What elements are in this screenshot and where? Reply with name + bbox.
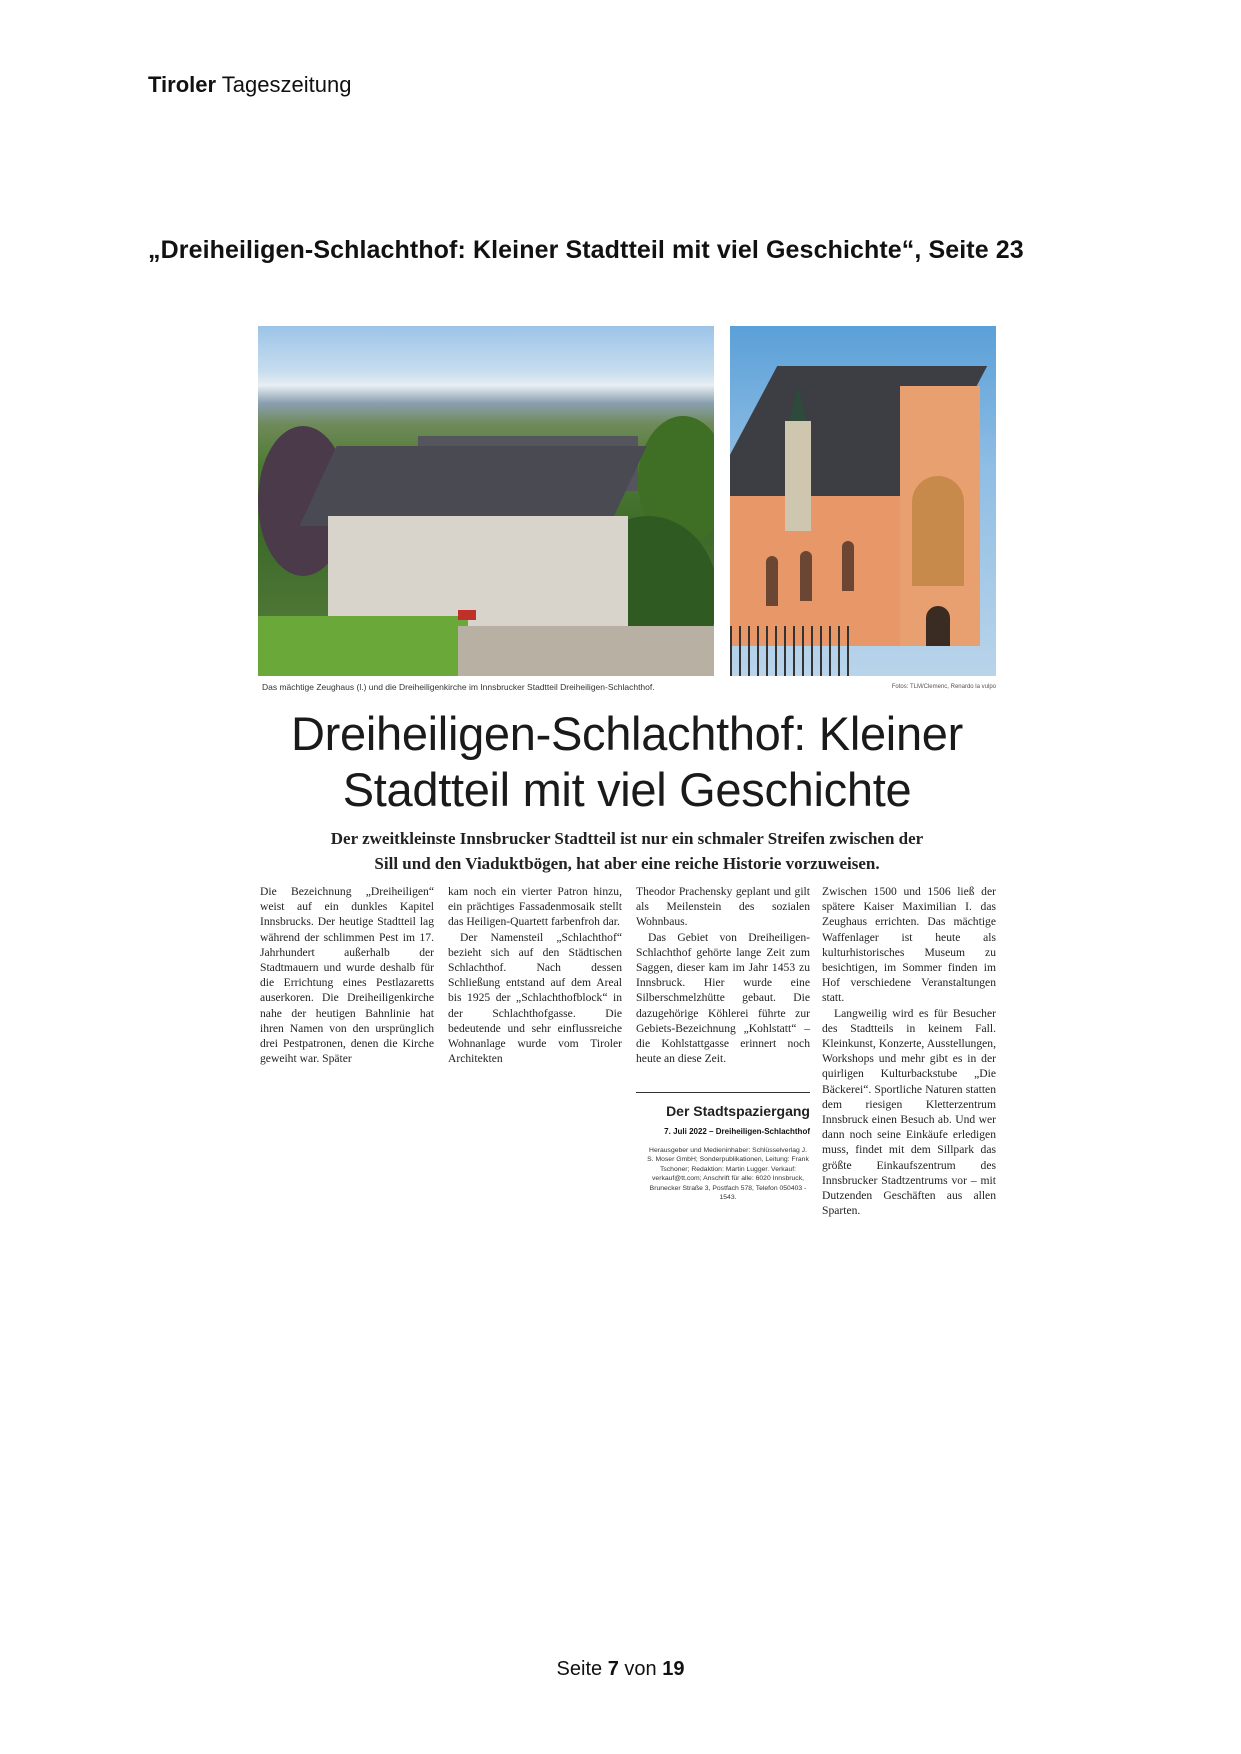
footer-prefix: Seite bbox=[556, 1658, 603, 1680]
path-shape bbox=[458, 626, 714, 676]
zeughaus-photo bbox=[258, 326, 714, 676]
article-headline bbox=[258, 706, 996, 818]
paragraph: Das Gebiet von Dreiheiligen-Schlachthof gehörte lange Zeit zum Saggen, dieser kam im Jahr 1453 zu Innsbruck. Hier wurde eine Silberschmelzhütte gebaut. Die dazugehörige Köhlerei führte zur Gebiets-Bezeichnung „Kohlstatt“ – die Kohlstattgasse erinnert noch heute an diese Zeit. bbox=[636, 930, 810, 1066]
church-window-shape bbox=[800, 551, 812, 601]
paragraph: Theodor Prachensky geplant und gilt als Meilenstein des sozialen Wohnbaus. bbox=[636, 885, 810, 929]
imprint-date: 7. Juli 2022 – Dreiheiligen-Schlachthof bbox=[664, 1127, 810, 1136]
sign-shape bbox=[458, 610, 476, 620]
photo-row bbox=[258, 326, 996, 676]
imprint-text: Herausgeber und Medieninhaber: Schlüsselverlag J. S. Moser GmbH; Sonderpublikationen, Leitung: Frank Tschoner; Redaktion: Martin Lugger. Verkauf: verkauf@tt.com; Anschrift für alle: 6020 Innsbruck, Brunecker Straße 3, Postfach 578, Telefon 050403 - 1543. bbox=[647, 1147, 809, 1202]
imprint-title: Der Stadtspaziergang bbox=[666, 1103, 810, 1119]
caption-row bbox=[258, 680, 996, 700]
text-column bbox=[636, 884, 810, 1066]
paragraph: Die Bezeichnung „Dreiheiligen“ weist auf ein dunkles Kapitel Innsbrucks. Der heutige Stadtteil lag während der schlimmen Pest im 17. Jahrhundert außerhalb der Stadtmauern und wurde deshalb für die Errichtung eines Pestlazaretts auserkoren. Die Dreiheiligenkirche nahe der heutigen Bahnlinie hat ihren Namen von den ursprünglich drei Pestpatronen, denen die Kirche geweiht war. Später bbox=[260, 885, 434, 1066]
text-column bbox=[822, 884, 996, 1218]
subhead-line: Sill und den Viaduktbögen, hat aber eine reiche Historie vorzuweisen. bbox=[374, 854, 880, 873]
footer-page-total: 19 bbox=[662, 1658, 685, 1680]
church-spire-shape bbox=[788, 386, 808, 426]
lawn-shape bbox=[258, 616, 468, 676]
subhead-line: Der zweitkleinste Innsbrucker Stadtteil ist nur ein schmaler Streifen zwischen der bbox=[330, 829, 924, 848]
brand-bold: Tiroler bbox=[148, 72, 217, 97]
paragraph: Der Namensteil „Schlachthof“ bezieht sich auf den Städtischen Schlachthof. Nach dessen Schließung entstand auf dem Areal bis 1925 der „Schlachthofblock“ in der Schlachthofgasse. Die bedeutende und sehr einflussreiche Wohnanlage wurde vom Tiroler Architekten bbox=[448, 930, 622, 1066]
newspaper-clipping bbox=[258, 326, 996, 1284]
dreiheiligenkirche-photo bbox=[730, 326, 996, 676]
photo-caption: Das mächtige Zeughaus (l.) und die Dreiheiligenkirche im Innsbrucker Stadtteil Dreiheiligen-Schlachthof. bbox=[262, 682, 655, 692]
paragraph: kam noch ein vierter Patron hinzu, ein prächtiges Fassadenmosaik stellt das Heiligen-Quartett farbenfroh dar. bbox=[448, 885, 622, 929]
photo-credit: Fotos: TLM/Clemenc, Renardo la vulpo bbox=[891, 684, 996, 690]
church-door-shape bbox=[926, 606, 950, 646]
document-title: „Dreiheiligen-Schlachthof: Kleiner Stadtteil mit viel Geschichte“, Seite 23 bbox=[148, 236, 1024, 264]
article-body bbox=[258, 884, 996, 1284]
church-window-shape bbox=[766, 556, 778, 606]
footer-page-number: 7 bbox=[607, 1658, 619, 1680]
roof-shape bbox=[299, 446, 646, 526]
church-tower-shape bbox=[785, 421, 811, 531]
church-mosaic-shape bbox=[912, 476, 964, 586]
text-column bbox=[260, 884, 434, 1066]
page-footer bbox=[0, 1658, 1241, 1681]
church-window-shape bbox=[842, 541, 854, 591]
headline-line: Stadtteil mit viel Geschichte bbox=[342, 763, 912, 816]
imprint-box bbox=[636, 1092, 810, 1202]
footer-middle: von bbox=[624, 1658, 657, 1680]
text-column bbox=[448, 884, 622, 1066]
paragraph: Zwischen 1500 und 1506 ließ der spätere Kaiser Maximilian I. das Zeughaus errichten. Das mächtige Waffenlager ist heute als kulturhistorisches Museum zu besichtigen, im Sommer finden im Hof verschiedene Veranstaltungen statt. bbox=[822, 885, 996, 1005]
article-subhead bbox=[258, 826, 996, 876]
headline-line: Dreiheiligen-Schlachthof: Kleiner bbox=[291, 707, 963, 760]
paragraph: Langweilig wird es für Besucher des Stadtteils in keinem Fall. Kleinkunst, Konzerte, Ausstellungen, Workshops und mehr gibt es in der quirligen Kulturbackstube „Die Bäckerei“. Sportliche Naturen statten dem riesigen Kletterzentrum Innsbruck einen Besuch ab. Und wer dann noch seine Einkäufe erledigen muss, findet mit dem Sillpark das größte Einkaufszentrum des Innsbrucker Stadtzentrums vor – mit Dutzenden Geschäften aus allen Sparten. bbox=[822, 1006, 996, 1218]
fence-shape bbox=[730, 626, 850, 676]
brand-header bbox=[148, 72, 351, 98]
brand-regular: Tageszeitung bbox=[221, 72, 352, 97]
